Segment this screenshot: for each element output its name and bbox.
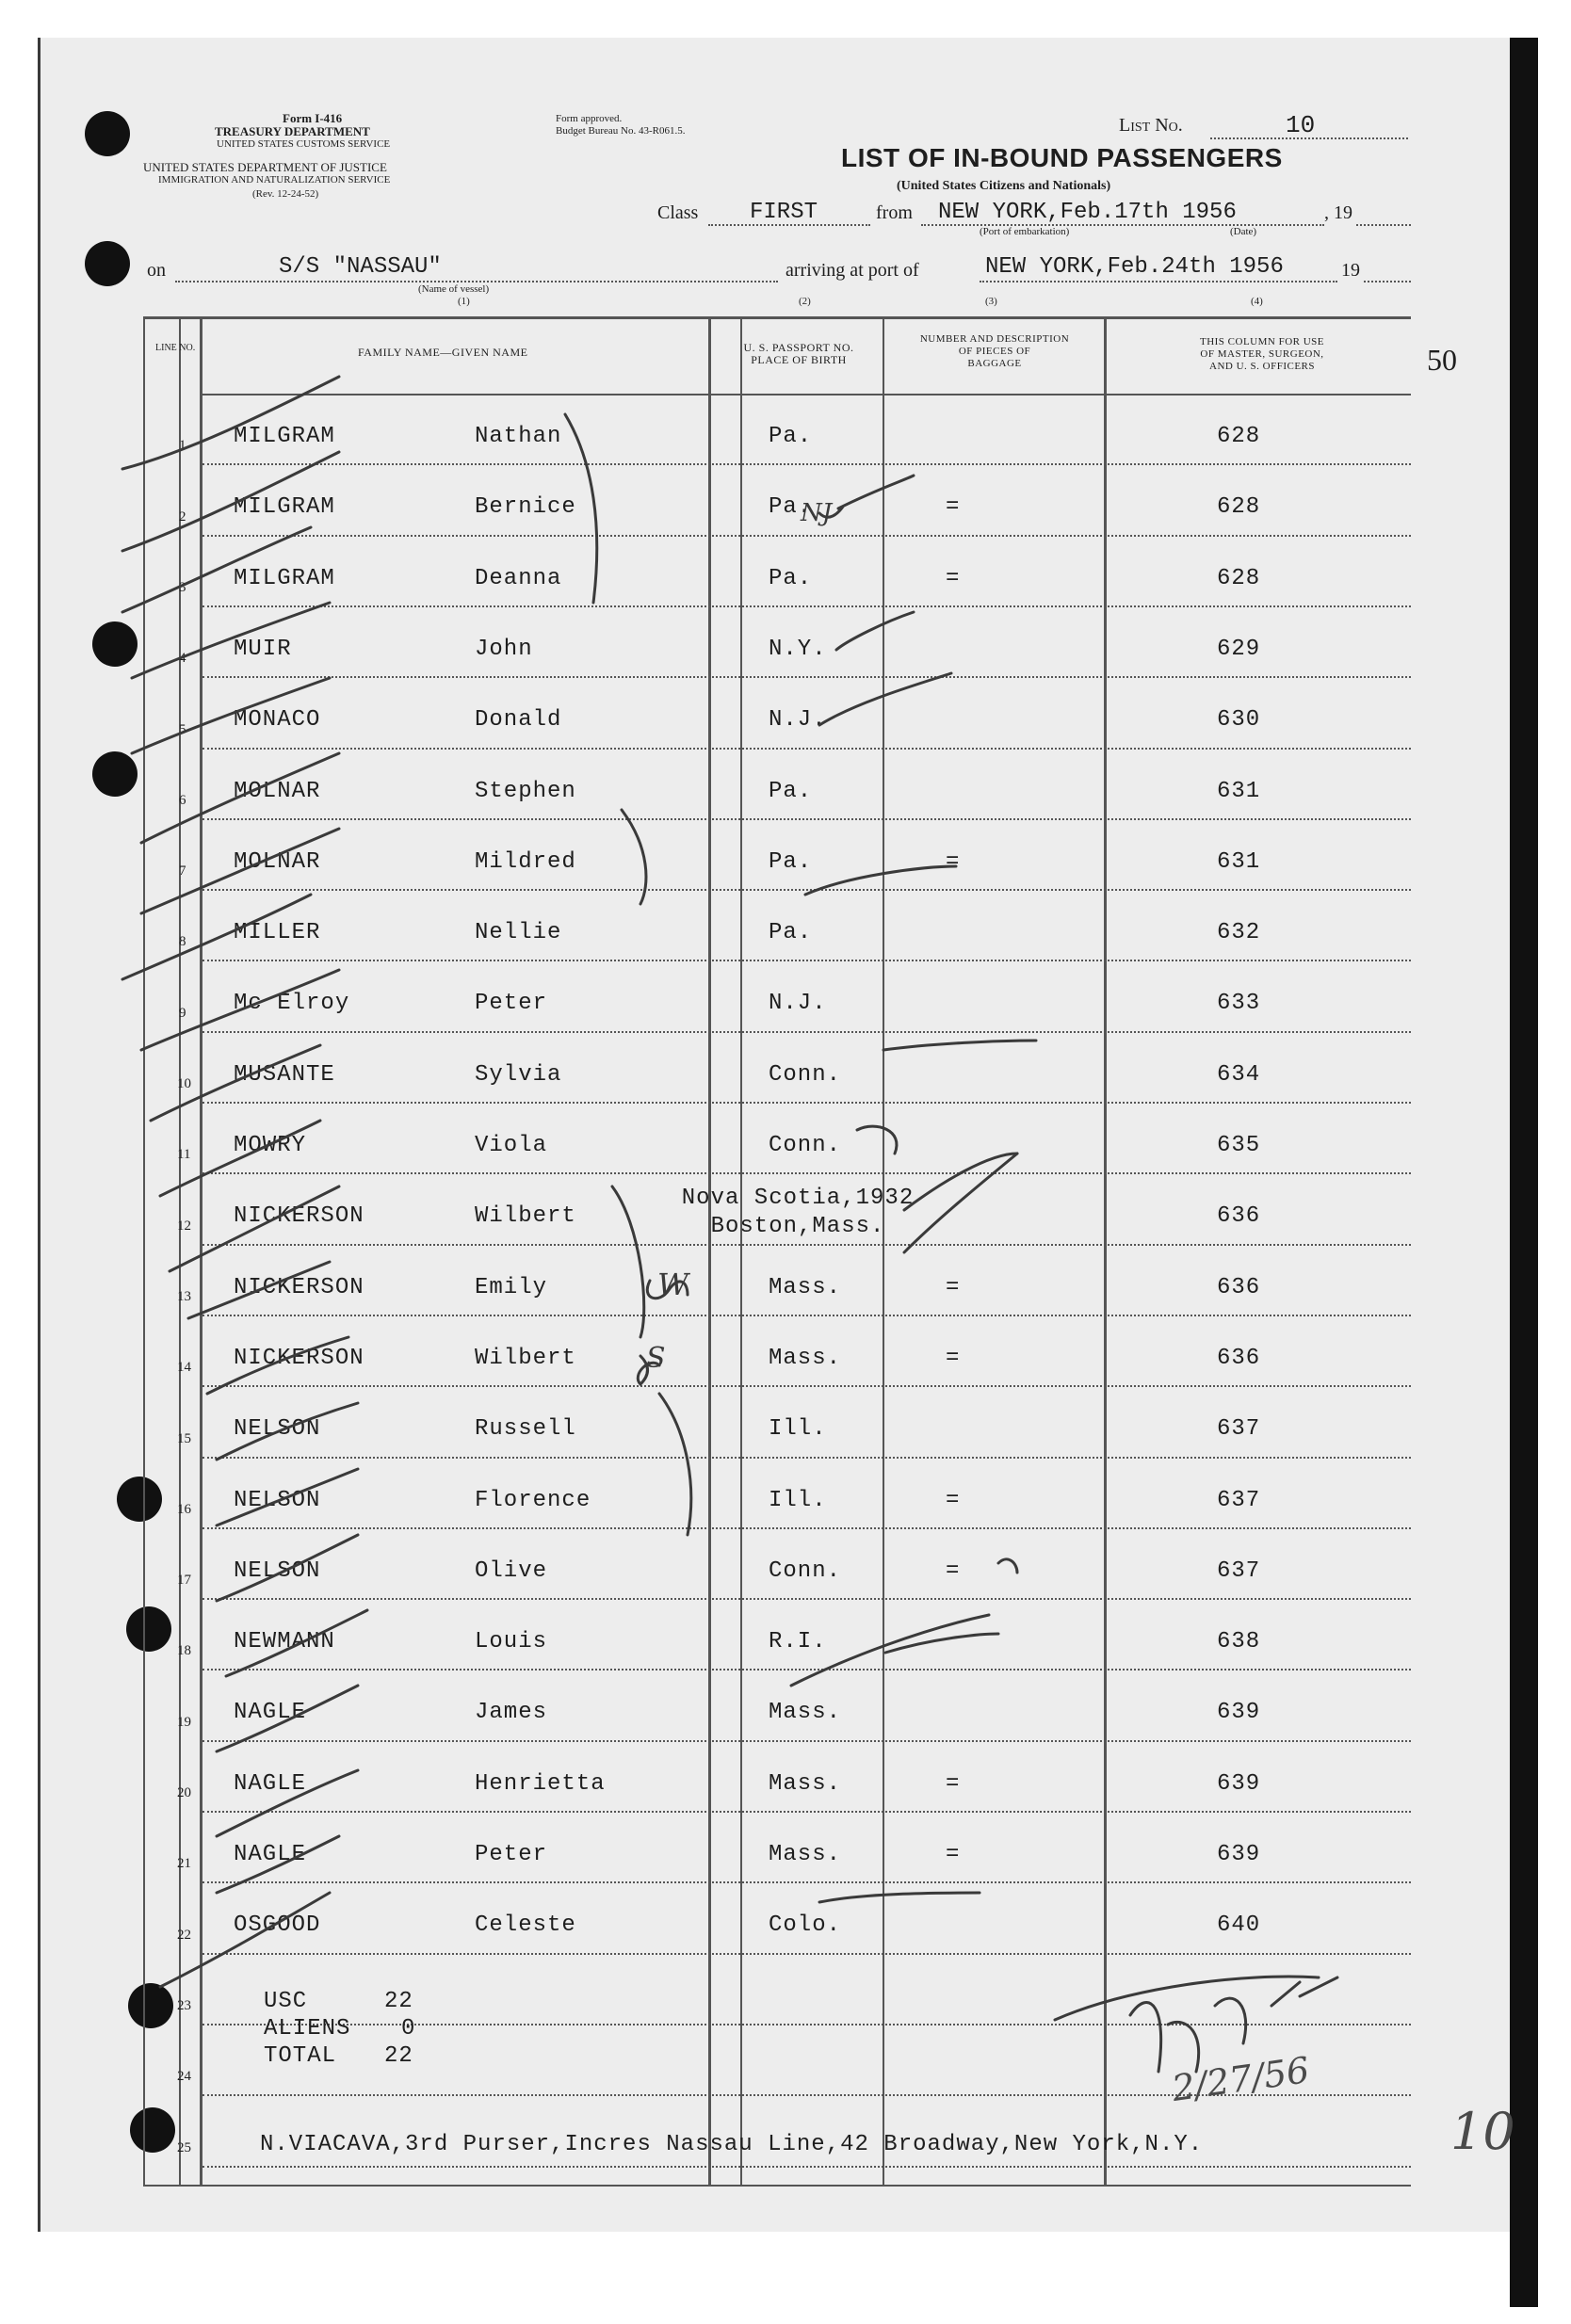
col-header-name: FAMILY NAME—GIVEN NAME (358, 346, 528, 359)
place-of-birth: Conn. (769, 1061, 842, 1088)
place-of-birth: Pa. (769, 494, 813, 521)
place-of-birth: Ill. (769, 1487, 827, 1513)
dept-treasury-sub: UNITED STATES CUSTOMS SERVICE (217, 138, 391, 150)
total-label: TOTAL (264, 2043, 337, 2069)
family-name: MILGRAM (234, 565, 335, 591)
family-name: NAGLE (234, 1842, 307, 1867)
vessel-caption: (Name of vessel) (418, 283, 490, 295)
baggage-mark: = (946, 1487, 961, 1513)
line-number: 22 (177, 1927, 191, 1943)
from-value: NEW YORK,Feb.17th 1956 (938, 200, 1237, 225)
purser-line: N.VIACAVA,3rd Purser,Incres Nassau Line,42 Broadway,New York,N.Y. (260, 2132, 1204, 2157)
family-name: NEWMANN (234, 1629, 335, 1655)
line-number: 17 (177, 1573, 191, 1589)
family-name: MUIR (234, 636, 292, 662)
given-name: Deanna (475, 565, 562, 591)
given-name: Peter (475, 991, 548, 1017)
family-name: NELSON (234, 1557, 321, 1584)
list-no-label: List No. (1119, 115, 1183, 136)
line-number: 23 (177, 1997, 191, 2013)
family-name: MILGRAM (234, 494, 335, 521)
line-number: 18 (177, 1643, 191, 1659)
baggage-mark: = (946, 1770, 961, 1797)
officer-number: 634 (1217, 1061, 1261, 1088)
form-approved: Form approved. (556, 113, 623, 124)
given-name: Louis (475, 1629, 548, 1655)
line-number: 24 (177, 2069, 191, 2085)
baggage-mark: = (946, 1842, 961, 1867)
place-of-birth: N.J. (769, 707, 827, 734)
given-name: Wilbert (475, 1203, 576, 1230)
given-name: Stephen (475, 778, 576, 804)
place-of-birth: Mass. (769, 1345, 842, 1371)
col-header-line-no: LINE NO. (155, 343, 196, 353)
given-name: Bernice (475, 494, 576, 521)
officer-number: 629 (1217, 636, 1261, 662)
line-number: 10 (177, 1076, 191, 1091)
family-name: NAGLE (234, 1770, 307, 1797)
list-no-value: 10 (1286, 111, 1316, 139)
place-of-birth: Colo. (769, 1912, 842, 1939)
officer-number: 628 (1217, 565, 1261, 591)
officer-number: 639 (1217, 1700, 1261, 1726)
officer-number: 630 (1217, 707, 1261, 734)
place-of-birth: Mass. (769, 1770, 842, 1797)
place-of-birth: Mass. (769, 1700, 842, 1726)
place-of-birth: Ill. (769, 1416, 827, 1443)
line-number: 21 (177, 1856, 191, 1872)
line-number: 4 (179, 651, 186, 667)
place-of-birth: Pa. (769, 848, 813, 875)
class-label: Class (657, 202, 699, 223)
baggage-mark: = (946, 1557, 961, 1584)
page-title: LIST OF IN-BOUND PASSENGERS (841, 143, 1283, 172)
given-name: Viola (475, 1133, 548, 1158)
from-year-suffix: , 19 (1324, 202, 1352, 223)
place-of-birth: Conn. (769, 1133, 842, 1158)
place-of-birth: Conn. (769, 1557, 842, 1584)
dept-justice-sub: IMMIGRATION AND NATURALIZATION SERVICE (158, 174, 391, 186)
given-name: John (475, 636, 533, 662)
line-number: 14 (177, 1360, 191, 1376)
handwritten-signature-date: 2/27/56 (1169, 2049, 1312, 2109)
usc-value: 22 (384, 1989, 413, 2014)
officer-number: 628 (1217, 424, 1261, 449)
line-number: 11 (177, 1147, 191, 1163)
col-ref-3: (3) (985, 296, 997, 307)
family-name: MOLNAR (234, 848, 321, 875)
line-number: 13 (177, 1288, 191, 1304)
place-of-birth: Pa. (769, 778, 813, 804)
col-header-passport-2: PLACE OF BIRTH (751, 353, 847, 366)
line-number: 1 (179, 438, 186, 454)
family-name: NELSON (234, 1416, 321, 1443)
given-name: Henrietta (475, 1770, 606, 1797)
given-name: Peter (475, 1842, 548, 1867)
officer-number: 636 (1217, 1345, 1261, 1371)
arriving-label: arriving at port of (786, 260, 919, 281)
vessel-name: S/S "NASSAU" (279, 254, 442, 280)
place-of-birth: N.J. (769, 991, 827, 1017)
given-name: Donald (475, 707, 562, 734)
given-name: Nellie (475, 920, 562, 946)
officer-number: 632 (1217, 920, 1261, 946)
place-of-birth: R.I. (769, 1629, 827, 1655)
line-number: 3 (179, 579, 186, 595)
col-ref-2: (2) (799, 296, 811, 307)
given-name: Wilbert (475, 1345, 576, 1371)
place-of-birth: Pa. (769, 565, 813, 591)
line-number: 25 (177, 2139, 191, 2155)
total-value: 22 (384, 2043, 413, 2069)
col-header-baggage-2: OF PIECES OF (958, 346, 1031, 357)
line-number: 19 (177, 1714, 191, 1730)
place-of-birth: Nova Scotia,1932 Boston,Mass. (681, 1186, 915, 1240)
officer-number: 639 (1217, 1770, 1261, 1797)
family-name: NICKERSON (234, 1274, 364, 1300)
line-number: 8 (179, 934, 186, 950)
family-name: NICKERSON (234, 1345, 364, 1371)
line-number: 9 (179, 1005, 186, 1021)
baggage-mark: = (946, 1345, 961, 1371)
col-ref-1: (1) (458, 296, 470, 307)
aliens-value: 0 (401, 2016, 416, 2042)
family-name: MILLER (234, 920, 321, 946)
given-name: Nathan (475, 424, 562, 449)
line-number: 16 (177, 1501, 191, 1517)
officer-number: 637 (1217, 1487, 1261, 1513)
col-header-officers-1: THIS COLUMN FOR USE (1199, 336, 1325, 347)
col-header-passport-1: U. S. PASSPORT NO. (743, 341, 854, 354)
family-name: NAGLE (234, 1700, 307, 1726)
form-number: Form I-416 (283, 111, 343, 125)
form-revision: (Rev. 12-24-52) (252, 188, 319, 200)
officer-number: 631 (1217, 848, 1261, 875)
family-name: MUSANTE (234, 1061, 335, 1088)
line-number: 5 (179, 721, 186, 737)
baggage-mark: = (946, 1274, 961, 1300)
place-of-birth: Pa. (769, 424, 813, 449)
family-name: Mc Elroy (234, 991, 350, 1017)
line-number: 6 (179, 792, 186, 808)
given-name: Emily (475, 1274, 548, 1300)
officer-number: 635 (1217, 1133, 1261, 1158)
given-name: Sylvia (475, 1061, 562, 1088)
line-number: 15 (177, 1430, 191, 1446)
officer-number: 640 (1217, 1912, 1261, 1939)
family-name: NELSON (234, 1487, 321, 1513)
port-embark-caption: (Port of embarkation) (980, 226, 1070, 237)
baggage-mark: = (946, 565, 961, 591)
handwritten-margin-s: S (646, 1342, 666, 1375)
col-header-officers-3: AND U. S. OFFICERS (1209, 361, 1315, 372)
officer-number: 637 (1217, 1416, 1261, 1443)
family-name: MONACO (234, 707, 321, 734)
officer-number: 636 (1217, 1203, 1261, 1230)
family-name: MOWRY (234, 1133, 307, 1158)
family-name: MOLNAR (234, 778, 321, 804)
col-header-baggage-1: NUMBER AND DESCRIPTION (919, 333, 1070, 345)
class-value: FIRST (750, 200, 818, 225)
officer-number: 639 (1217, 1842, 1261, 1867)
usc-label: USC (264, 1989, 308, 2014)
given-name: Russell (475, 1416, 576, 1443)
given-name: Olive (475, 1557, 548, 1584)
dept-justice: UNITED STATES DEPARTMENT OF JUSTICE (143, 160, 387, 174)
on-label: on (147, 260, 166, 281)
handwritten-margin-w: W (657, 1267, 688, 1302)
col-ref-4: (4) (1251, 296, 1263, 307)
dept-treasury: TREASURY DEPARTMENT (215, 124, 370, 138)
place-of-birth: N.Y. (769, 636, 827, 662)
col-header-officers-2: OF MASTER, SURGEON, (1200, 348, 1324, 360)
arriving-suffix: 19 (1341, 260, 1360, 281)
officer-number: 638 (1217, 1629, 1261, 1655)
page-number: 50 (1427, 343, 1457, 377)
line-number: 7 (179, 863, 186, 880)
col-header-baggage-3: BAGGAGE (967, 358, 1022, 369)
officer-number: 637 (1217, 1557, 1261, 1584)
officer-number: 631 (1217, 778, 1261, 804)
aliens-label: ALIENS (264, 2016, 351, 2042)
place-of-birth: Mass. (769, 1274, 842, 1300)
given-name: Florence (475, 1487, 591, 1513)
date-caption: (Date) (1230, 226, 1257, 237)
place-of-birth: Pa. (769, 920, 813, 946)
family-name: NICKERSON (234, 1203, 364, 1230)
baggage-mark: = (946, 494, 961, 521)
page-subtitle: (United States Citizens and Nationals) (897, 179, 1111, 193)
line-number: 2 (179, 508, 186, 525)
family-name: MILGRAM (234, 424, 335, 449)
baggage-mark: = (946, 848, 961, 875)
given-name: Mildred (475, 848, 576, 875)
handwritten-margin-number: 10 (1450, 2102, 1515, 2161)
line-number: 20 (177, 1785, 191, 1800)
from-label: from (876, 202, 913, 223)
given-name: Celeste (475, 1912, 576, 1939)
arriving-value: NEW YORK,Feb.24th 1956 (985, 254, 1284, 280)
place-of-birth: Mass. (769, 1842, 842, 1867)
officer-number: 628 (1217, 494, 1261, 521)
officer-number: 636 (1217, 1274, 1261, 1300)
given-name: James (475, 1700, 548, 1726)
handwritten-birth-correction: NJ (801, 499, 833, 527)
budget-bureau: Budget Bureau No. 43-R061.5. (556, 125, 686, 137)
line-number: 12 (177, 1218, 191, 1234)
family-name: OSGOOD (234, 1912, 321, 1939)
officer-number: 633 (1217, 991, 1261, 1017)
